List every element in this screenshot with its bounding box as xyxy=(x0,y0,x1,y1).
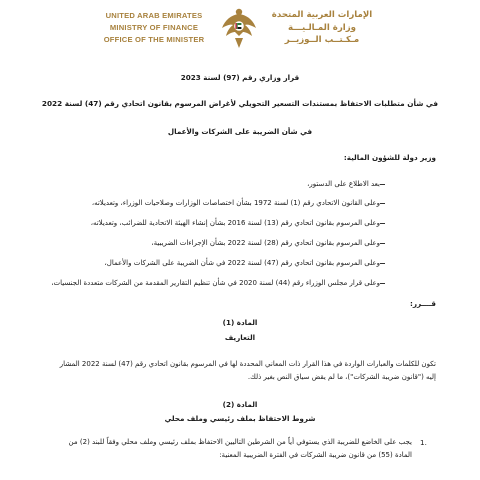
article-1-text-line-2: إليه ("قانون ضريبة الشركات")، ما لم يقض سياق النص بغير ذلك. xyxy=(247,373,436,381)
bullet-dash xyxy=(380,263,385,264)
article-1-number: المادة (1) xyxy=(222,318,258,327)
letterhead-ar-line-2: وزارة المـالـيـــة xyxy=(287,22,357,33)
bullet-dash xyxy=(380,283,385,284)
letterhead-en-line-3: OFFICE OF THE MINISTER xyxy=(103,35,205,44)
recital-item: وعلى المرسوم بقانون اتحادي رقم (47) لسنة 2022 في شأن الضريبة على الشركات والأعمال، xyxy=(104,259,380,267)
article-1-title: التعاريف xyxy=(224,333,256,342)
recital-item: وعلى المرسوم بقانون اتحادي رقم (28) لسنة 2022 بشأن الإجراءات الضريبية، xyxy=(151,239,380,247)
letterhead-en-line-1: UNITED ARAB EMIRATES xyxy=(105,11,203,20)
decision-number: قرار وزاري رقم (97) لسنة 2023 xyxy=(180,73,300,82)
arabic-letterhead xyxy=(262,9,382,47)
article-2-title: شروط الاحتفاظ بملف رئيسي وملف محلي xyxy=(164,414,316,423)
article-2-item-text xyxy=(44,436,412,462)
decision-subject-line-1: في شأن متطلبات الاحتفاظ بمستندات التسعير التحويلي لأغراض المرسوم بقانون اتحادي رقم (47) لسنة 2022 xyxy=(41,99,439,108)
letterhead-ar-line-3: مـكـتــب الــوزيــر xyxy=(284,35,360,45)
bullet-dash xyxy=(380,203,385,204)
recital-item: بعد الاطلاع على الدستور، xyxy=(307,180,380,188)
recital-item: وعلى قرار مجلس الوزراء رقم (44) لسنة 2020 في شأن تنظيم التقارير المقدمة من الشركات متعددة الجنسيات، xyxy=(51,279,380,287)
article-2-item-line-2: المادة (55) من قانون ضريبة الشركات في الفترة الضريبية المعنية: xyxy=(219,451,412,459)
issuer-heading: وزير دولة للشؤون المالية: xyxy=(343,153,436,162)
bullet-dash xyxy=(380,243,385,244)
bullet-dash xyxy=(380,184,385,185)
decision-subject-line-2: في شأن الضريبة على الشركات والأعمال xyxy=(167,127,313,136)
decides-heading: قــــرر: xyxy=(409,299,436,308)
article-2-item-line-1: يجب على الخاضع للضريبة الذي يستوفي أياً من الشرطين التاليين الاحتفاظ بملف رئيسي وملف محلي وفقاً للبند (2) من xyxy=(68,438,412,446)
article-2-item-number: 1. xyxy=(420,438,427,447)
article-1-text xyxy=(44,358,436,384)
recital-item: وعلى القانون الاتحادي رقم (1) لسنة 1972 بشأن اختصاصات الوزارات وصلاحيات الوزراء، وتعديلاته، xyxy=(91,199,380,207)
english-letterhead xyxy=(92,10,216,46)
letterhead-en-line-2: MINISTRY OF FINANCE xyxy=(109,23,199,32)
uae-emblem-icon xyxy=(219,6,259,50)
bullet-dash xyxy=(380,223,385,224)
article-1-text-line-1: تكون للكلمات والعبارات الواردة في هذا القرار ذات المعاني المحددة لها في المرسوم بقانون اتحادي رقم (47) لسنة 2022 المشار xyxy=(59,360,436,368)
article-2-number: المادة (2) xyxy=(222,400,258,409)
letterhead-ar-line-1: الإمارات العربية المتحدة xyxy=(271,10,373,20)
recital-item: وعلى المرسوم بقانون اتحادي رقم (13) لسنة 2016 بشأن إنشاء الهيئة الاتحادية للضرائب، وتعديلاته، xyxy=(90,219,380,227)
